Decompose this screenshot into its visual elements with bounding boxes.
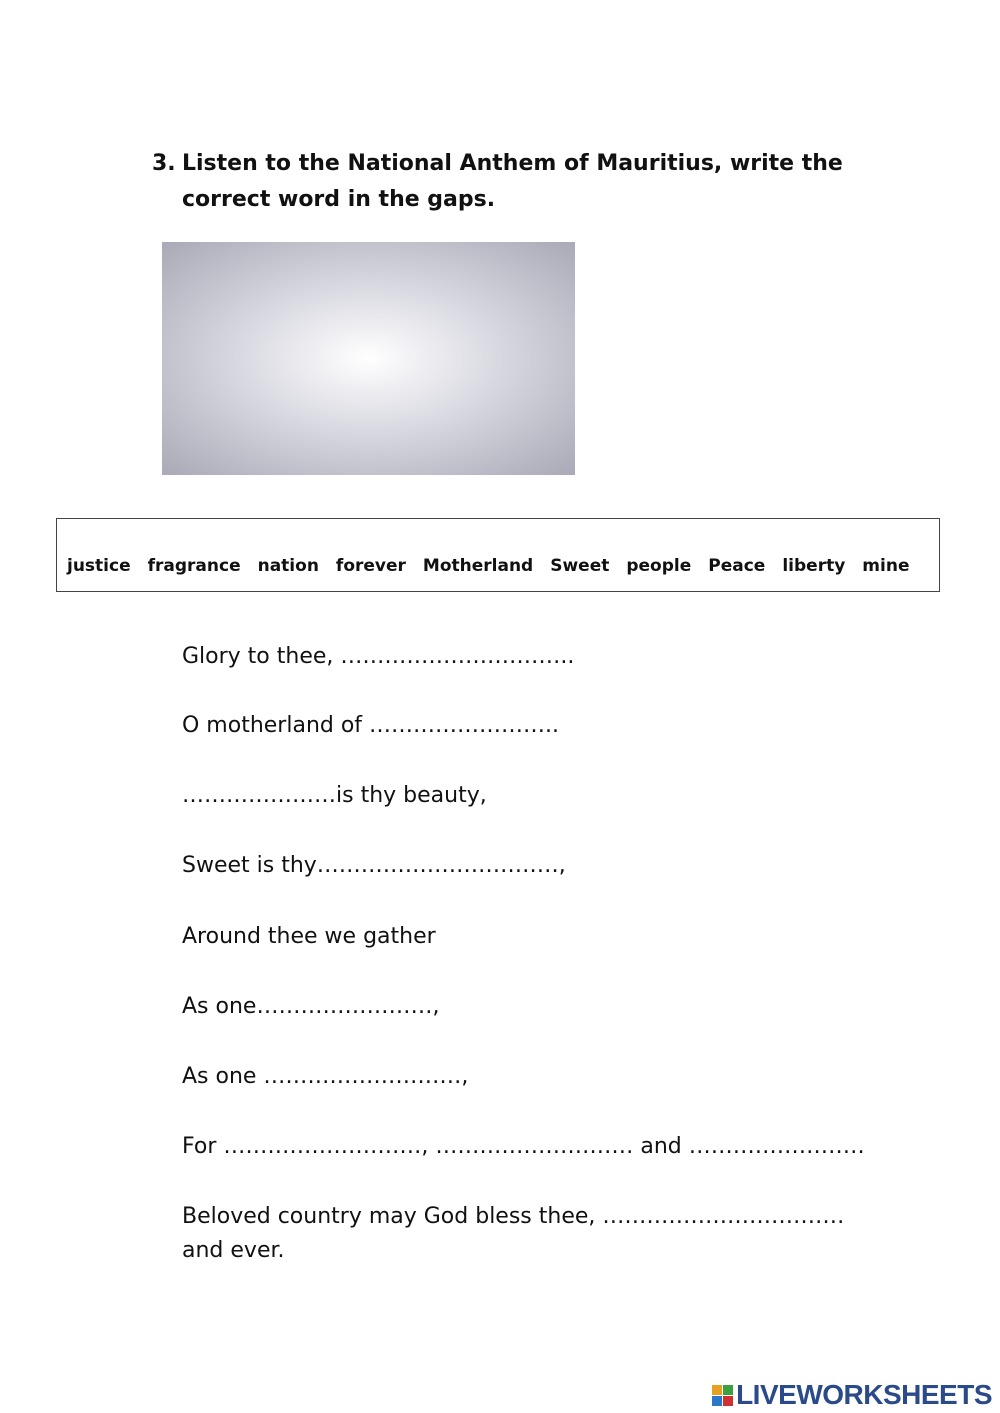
word-bank-item: fragrance xyxy=(147,556,241,576)
logo-mark-square xyxy=(723,1385,733,1395)
anthem-line: Beloved country may God bless thee, ……………………………and ever. xyxy=(182,1204,845,1263)
logo-text: LIVEWORKSHEETS xyxy=(736,1379,992,1410)
word-bank-list xyxy=(67,556,926,576)
anthem-line: O motherland of …………………….. xyxy=(182,713,560,738)
logo-mark-square xyxy=(712,1385,722,1395)
liveworksheets-logo[interactable] xyxy=(712,1379,992,1411)
question-text-line1: Listen to the National Anthem of Mauritius, write the xyxy=(182,151,843,176)
word-bank-item: people xyxy=(626,556,692,576)
anthem-line: As one……………………, xyxy=(182,994,440,1019)
word-bank-item: Sweet xyxy=(550,556,610,576)
video-player[interactable] xyxy=(162,242,575,475)
anthem-line: As one ………………………, xyxy=(182,1064,469,1089)
word-bank-item: liberty xyxy=(782,556,846,576)
word-bank-item: nation xyxy=(257,556,319,576)
logo-mark-icon xyxy=(712,1385,733,1406)
word-bank-item: mine xyxy=(862,556,910,576)
anthem-line: Around thee we gather xyxy=(182,924,436,949)
word-bank-item: Peace xyxy=(708,556,766,576)
word-bank-item: Motherland xyxy=(422,556,534,576)
question-number: 3. xyxy=(152,151,176,176)
question-text-line2: correct word in the gaps. xyxy=(182,187,496,212)
word-bank xyxy=(56,518,940,592)
question-heading xyxy=(152,146,852,218)
logo-mark-square xyxy=(723,1396,733,1406)
word-bank-item: justice xyxy=(67,556,131,576)
anthem-line: Glory to thee, ………………………….. xyxy=(182,644,575,669)
anthem-line: For ………………………, ……………………… and …………………… xyxy=(182,1134,865,1159)
anthem-line: Sweet is thy……………………………, xyxy=(182,853,566,878)
logo-mark-square xyxy=(712,1396,722,1406)
anthem-line: …………………is thy beauty, xyxy=(182,783,487,808)
word-bank-item: forever xyxy=(335,556,406,576)
